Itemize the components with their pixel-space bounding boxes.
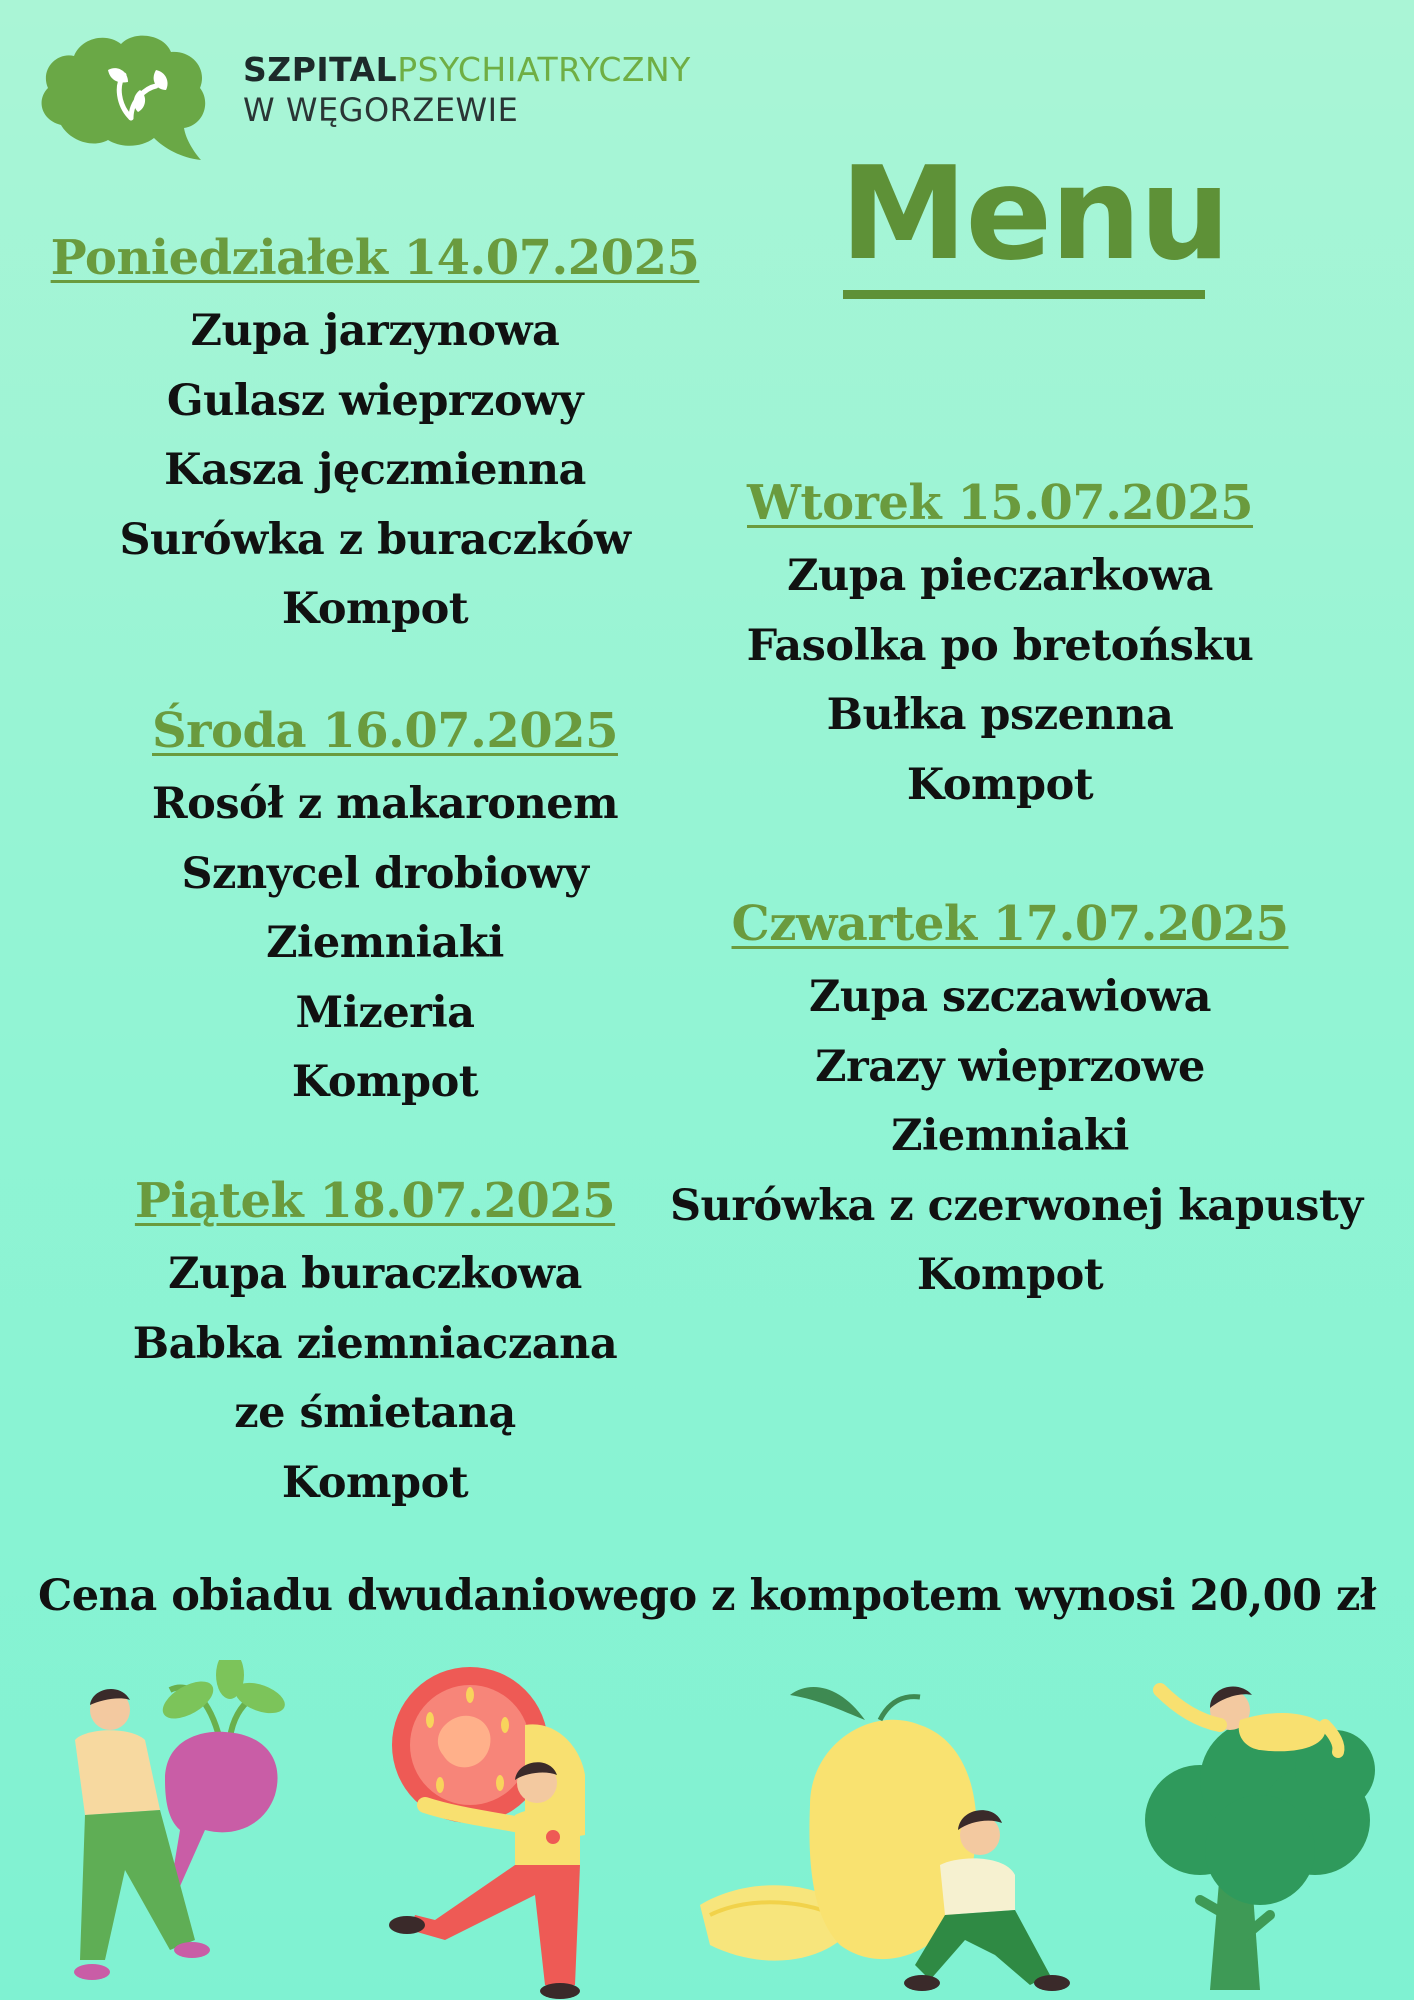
dish-item: Sznycel drobiowy xyxy=(181,848,589,899)
dish-item: Kompot xyxy=(916,1250,1104,1300)
dish-item: Kasza jęczmienna xyxy=(164,445,586,495)
dish-item: Fasolka po bretońsku xyxy=(746,620,1254,671)
hospital-brand xyxy=(243,50,691,130)
day-heading: Piątek 18.07.2025 xyxy=(134,1173,616,1229)
dish-list xyxy=(30,297,720,645)
dish-list xyxy=(60,1240,690,1518)
dish-item: Zupa szczawiowa xyxy=(808,972,1212,1022)
dish-list xyxy=(700,542,1300,820)
day-tuesday xyxy=(700,472,1300,820)
dish-item: ze śmietaną xyxy=(234,1388,516,1438)
brand-bold: SZPITAL xyxy=(243,50,398,89)
person-with-tomato-icon xyxy=(385,1665,625,2000)
day-thursday xyxy=(670,893,1363,1311)
brand-light: PSYCHIATRYCZNY xyxy=(397,50,691,89)
dish-item: Kompot xyxy=(281,1457,469,1508)
day-heading: Środa 16.07.2025 xyxy=(152,703,618,759)
dish-item: Ziemniaki xyxy=(266,918,504,968)
day-wednesday xyxy=(80,700,690,1118)
dish-item: Rosół z makaronem xyxy=(151,779,619,829)
dish-item: Bułka pszenna xyxy=(826,690,1174,740)
day-heading: Czwartek 17.07.2025 xyxy=(731,896,1289,952)
dish-item: Kompot xyxy=(281,584,469,634)
dish-item: Zupa jarzynowa xyxy=(190,306,560,356)
dish-item: Zrazy wieprzowe xyxy=(815,1041,1205,1092)
person-with-lemon-icon xyxy=(690,1675,1090,2000)
person-on-broccoli-icon xyxy=(1140,1670,1400,2000)
dish-item: Ziemniaki xyxy=(891,1111,1129,1161)
dish-item: Surówka z buraczków xyxy=(119,514,631,565)
title-underline xyxy=(843,290,1205,299)
dish-item: Kompot xyxy=(291,1057,479,1107)
day-heading: Wtorek 15.07.2025 xyxy=(747,475,1253,531)
day-friday xyxy=(60,1170,690,1518)
dish-list xyxy=(80,770,690,1118)
dish-item: Surówka z czerwonej kapusty xyxy=(670,1180,1363,1231)
day-monday xyxy=(30,227,720,645)
dish-item: Mizeria xyxy=(295,987,475,1038)
brand-location: W WĘGORZEWIE xyxy=(243,91,519,129)
person-with-beetroot-icon xyxy=(70,1660,300,2000)
dish-list xyxy=(670,963,1363,1311)
brain-leaf-icon xyxy=(36,30,216,170)
menu-title: Menu xyxy=(840,140,1229,289)
dish-item: Babka ziemniaczana xyxy=(132,1318,618,1369)
dish-item: Zupa pieczarkowa xyxy=(787,551,1213,601)
dish-item: Gulasz wieprzowy xyxy=(166,375,584,426)
price-note: Cena obiadu dwudaniowego z kompotem wynosi 20,00 zł xyxy=(38,1571,1376,1621)
dish-item: Zupa buraczkowa xyxy=(168,1249,582,1299)
dish-item: Kompot xyxy=(906,759,1094,810)
day-heading: Poniedziałek 14.07.2025 xyxy=(50,230,700,286)
